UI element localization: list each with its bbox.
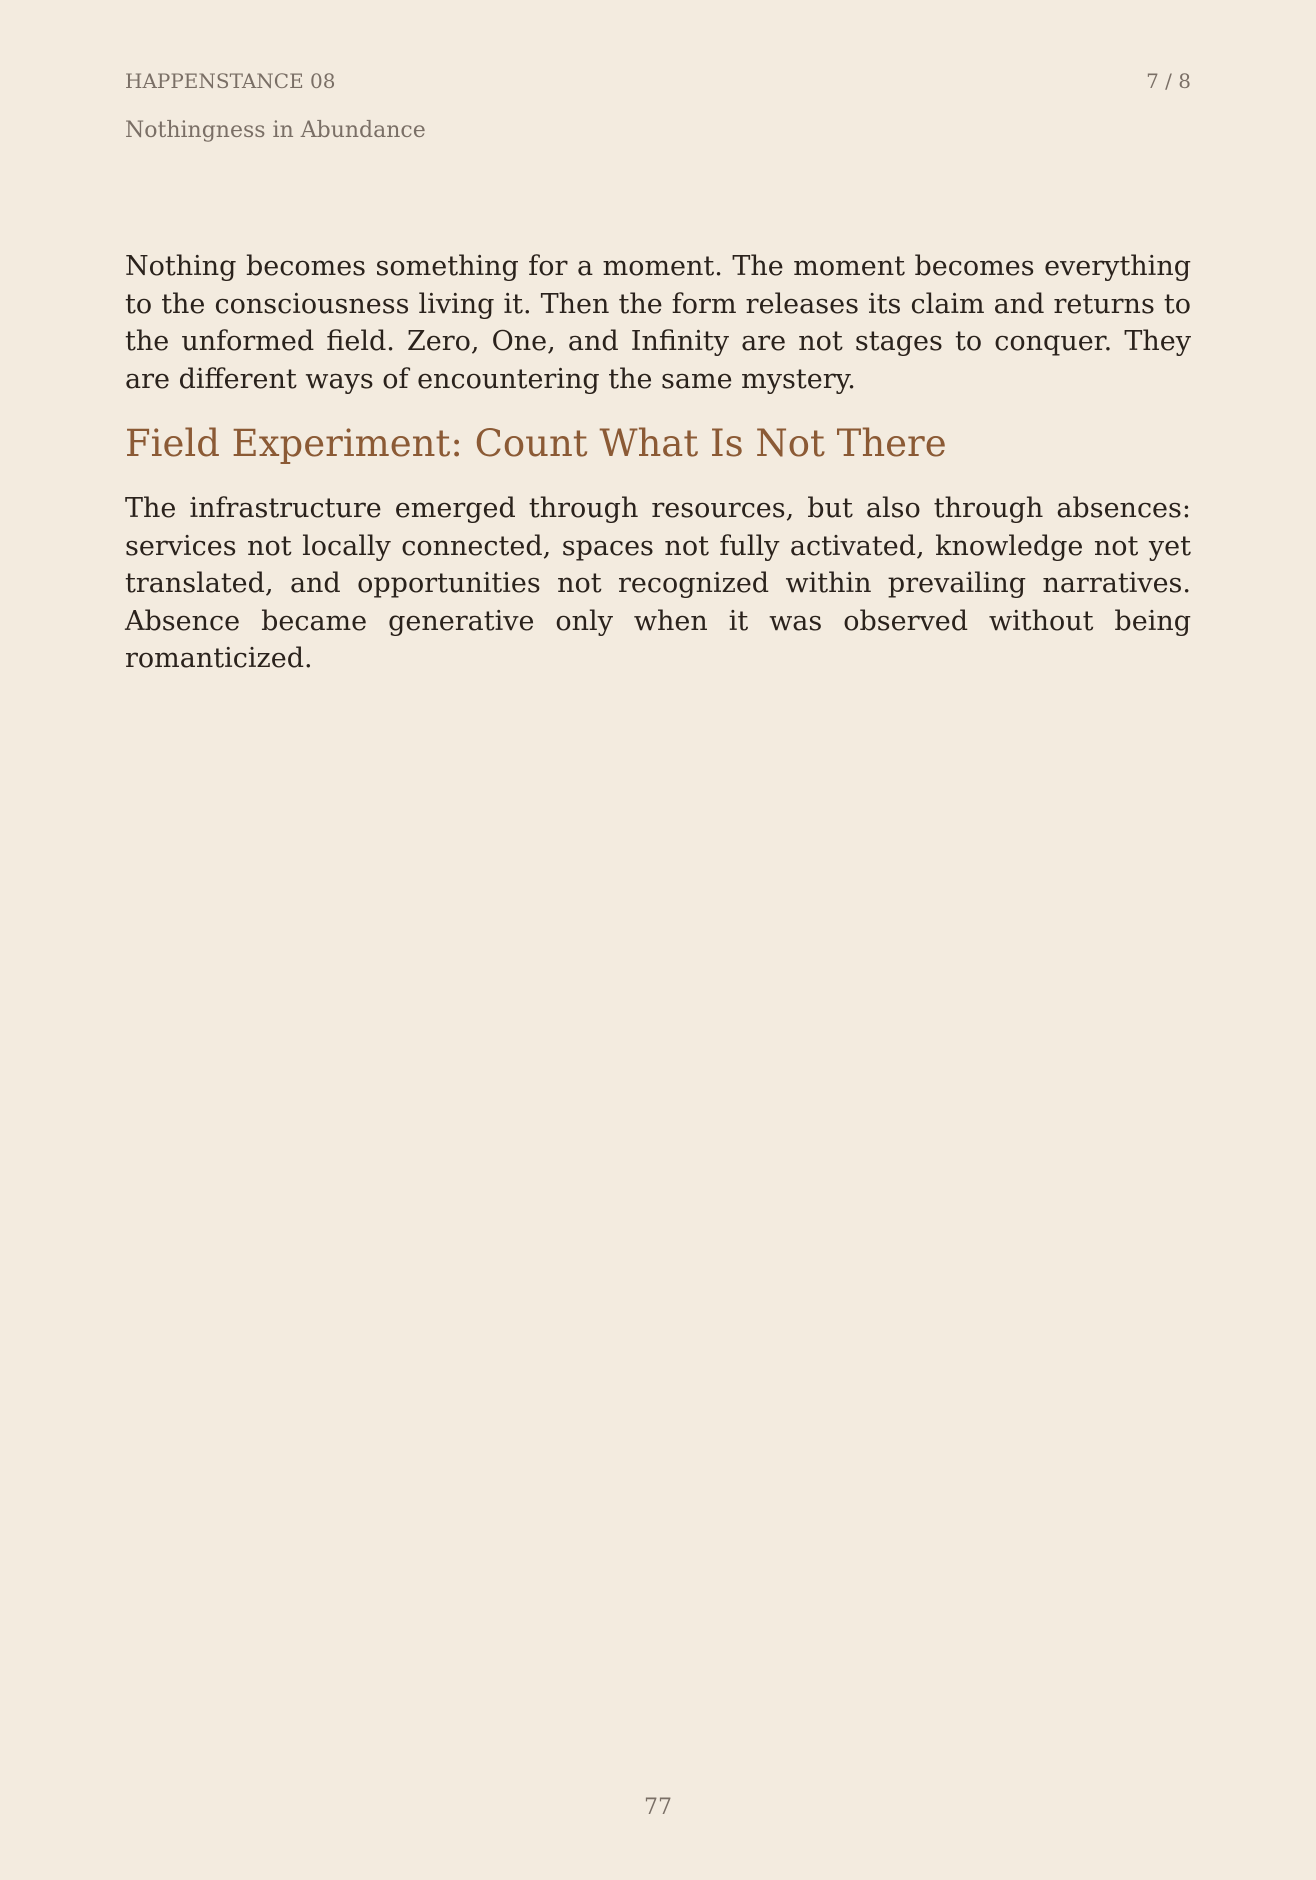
paragraph-intro: Nothing becomes something for a moment. The moment becomes everything to the consciousness living it. Then the form releases its claim and returns to the unformed field. Zero, One, and Infinity are not stages to conquer. They are different ways of encountering the same mystery.: [125, 251, 1191, 395]
page-indicator: 7 / 8: [1146, 69, 1191, 93]
document-page: [125, 0, 1191, 1880]
document-subtitle: Nothingness in Abundance: [125, 118, 426, 143]
section-heading: Field Experiment: Count What Is Not There: [125, 422, 947, 465]
series-title: HAPPENSTANCE 08: [125, 69, 336, 93]
page-number: 77: [644, 1795, 672, 1820]
paragraph-field-experiment: The infrastructure emerged through resources, but also through absences: services not locally connected, spaces not fully activated, knowledge not yet translated, and opportunities not recognized within prevailing narratives. Absence became generative only when it was observed without being romanticized.: [125, 493, 1191, 674]
running-header: [125, 68, 1191, 94]
